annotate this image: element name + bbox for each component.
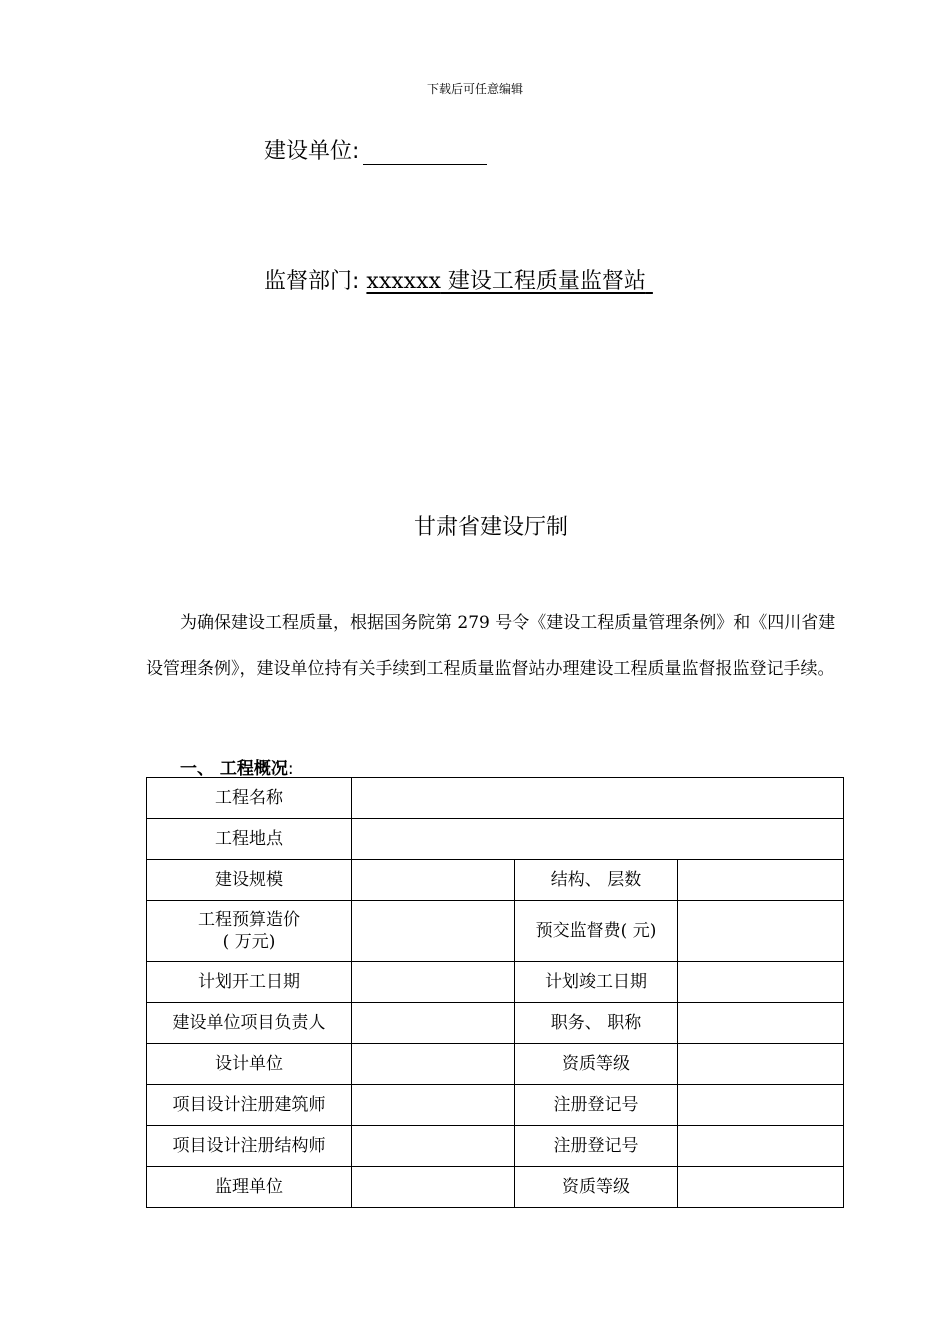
- input-structural-reg-no[interactable]: [678, 1126, 844, 1167]
- input-structure-floors[interactable]: [678, 860, 844, 901]
- row-label-construction-scale: 建设规模: [147, 860, 352, 901]
- input-project-name[interactable]: [352, 778, 844, 819]
- row-label-registered-structural: 项目设计注册结构师: [147, 1126, 352, 1167]
- table-row: [147, 962, 844, 1003]
- row-label-structure-floors: 结构、 层数: [515, 860, 678, 901]
- table-row: [147, 819, 844, 860]
- input-project-leader[interactable]: [352, 1003, 515, 1044]
- row-label-budget-main: 工程预算造价: [198, 910, 300, 930]
- row-label-budget-unit: ( 万元): [222, 932, 276, 952]
- table-row: [147, 1167, 844, 1208]
- supervision-dept-value: [366, 269, 652, 294]
- table-row: [147, 1003, 844, 1044]
- issuer: 甘肃省建设厅制: [413, 515, 568, 540]
- row-label-project-leader: 建设单位项目负责人: [147, 1003, 352, 1044]
- section-title-colon: :: [287, 759, 294, 779]
- row-label-planned-start: 计划开工日期: [147, 962, 352, 1003]
- table-row: [147, 778, 844, 819]
- row-label-structural-reg-no: 注册登记号: [515, 1126, 678, 1167]
- input-project-location[interactable]: [352, 819, 844, 860]
- row-label-budget: [147, 901, 352, 962]
- table-row: [147, 901, 844, 962]
- row-label-position-title: 职务、 职称: [515, 1003, 678, 1044]
- construction-unit-blank[interactable]: [363, 142, 487, 165]
- supervision-dept-line: [264, 264, 653, 295]
- section-title: [180, 754, 294, 779]
- supervision-dept-value-latin: xxxxxx: [366, 269, 441, 294]
- supervision-dept-label: 监督部门:: [264, 269, 360, 294]
- row-label-architect-reg-no: 注册登记号: [515, 1085, 678, 1126]
- row-label-supervision-unit: 监理单位: [147, 1167, 352, 1208]
- row-label-registered-architect: 项目设计注册建筑师: [147, 1085, 352, 1126]
- row-label-project-location: 工程地点: [147, 819, 352, 860]
- input-registered-structural[interactable]: [352, 1126, 515, 1167]
- section-number: 一、: [180, 759, 214, 779]
- table-row: [147, 1044, 844, 1085]
- input-planned-completion[interactable]: [678, 962, 844, 1003]
- header-note: 下载后可任意编辑: [426, 82, 523, 96]
- input-construction-scale[interactable]: [352, 860, 515, 901]
- input-budget[interactable]: [352, 901, 515, 962]
- input-architect-reg-no[interactable]: [678, 1085, 844, 1126]
- row-label-supervision-fee: 预交监督费( 元): [515, 901, 678, 962]
- row-label-supervision-qualification: 资质等级: [515, 1167, 678, 1208]
- row-label-design-qualification: 资质等级: [515, 1044, 678, 1085]
- table-row: [147, 860, 844, 901]
- input-supervision-unit[interactable]: [352, 1167, 515, 1208]
- row-label-project-name: 工程名称: [147, 778, 352, 819]
- input-supervision-fee[interactable]: [678, 901, 844, 962]
- row-label-planned-completion: 计划竣工日期: [515, 962, 678, 1003]
- input-design-unit[interactable]: [352, 1044, 515, 1085]
- project-overview-table: [146, 777, 844, 1208]
- input-supervision-qualification[interactable]: [678, 1167, 844, 1208]
- supervision-dept-value-text: 建设工程质量监督站: [440, 269, 646, 294]
- table-row: [147, 1126, 844, 1167]
- section-title-text: 工程概况: [214, 759, 288, 779]
- input-position-title[interactable]: [678, 1003, 844, 1044]
- construction-unit-label: 建设单位:: [264, 139, 360, 164]
- table-row: [147, 1085, 844, 1126]
- row-label-design-unit: 设计单位: [147, 1044, 352, 1085]
- intro-paragraph: 为确保建设工程质量，根据国务院第 279 号令《建设工程质量管理条例》和《四川省建设管理条例》，建设单位持有关手续到工程质量监督站办理建设工程质量监督报监登记手续。: [146, 613, 836, 679]
- input-planned-start[interactable]: [352, 962, 515, 1003]
- construction-unit-line: [264, 134, 487, 165]
- input-registered-architect[interactable]: [352, 1085, 515, 1126]
- input-design-qualification[interactable]: [678, 1044, 844, 1085]
